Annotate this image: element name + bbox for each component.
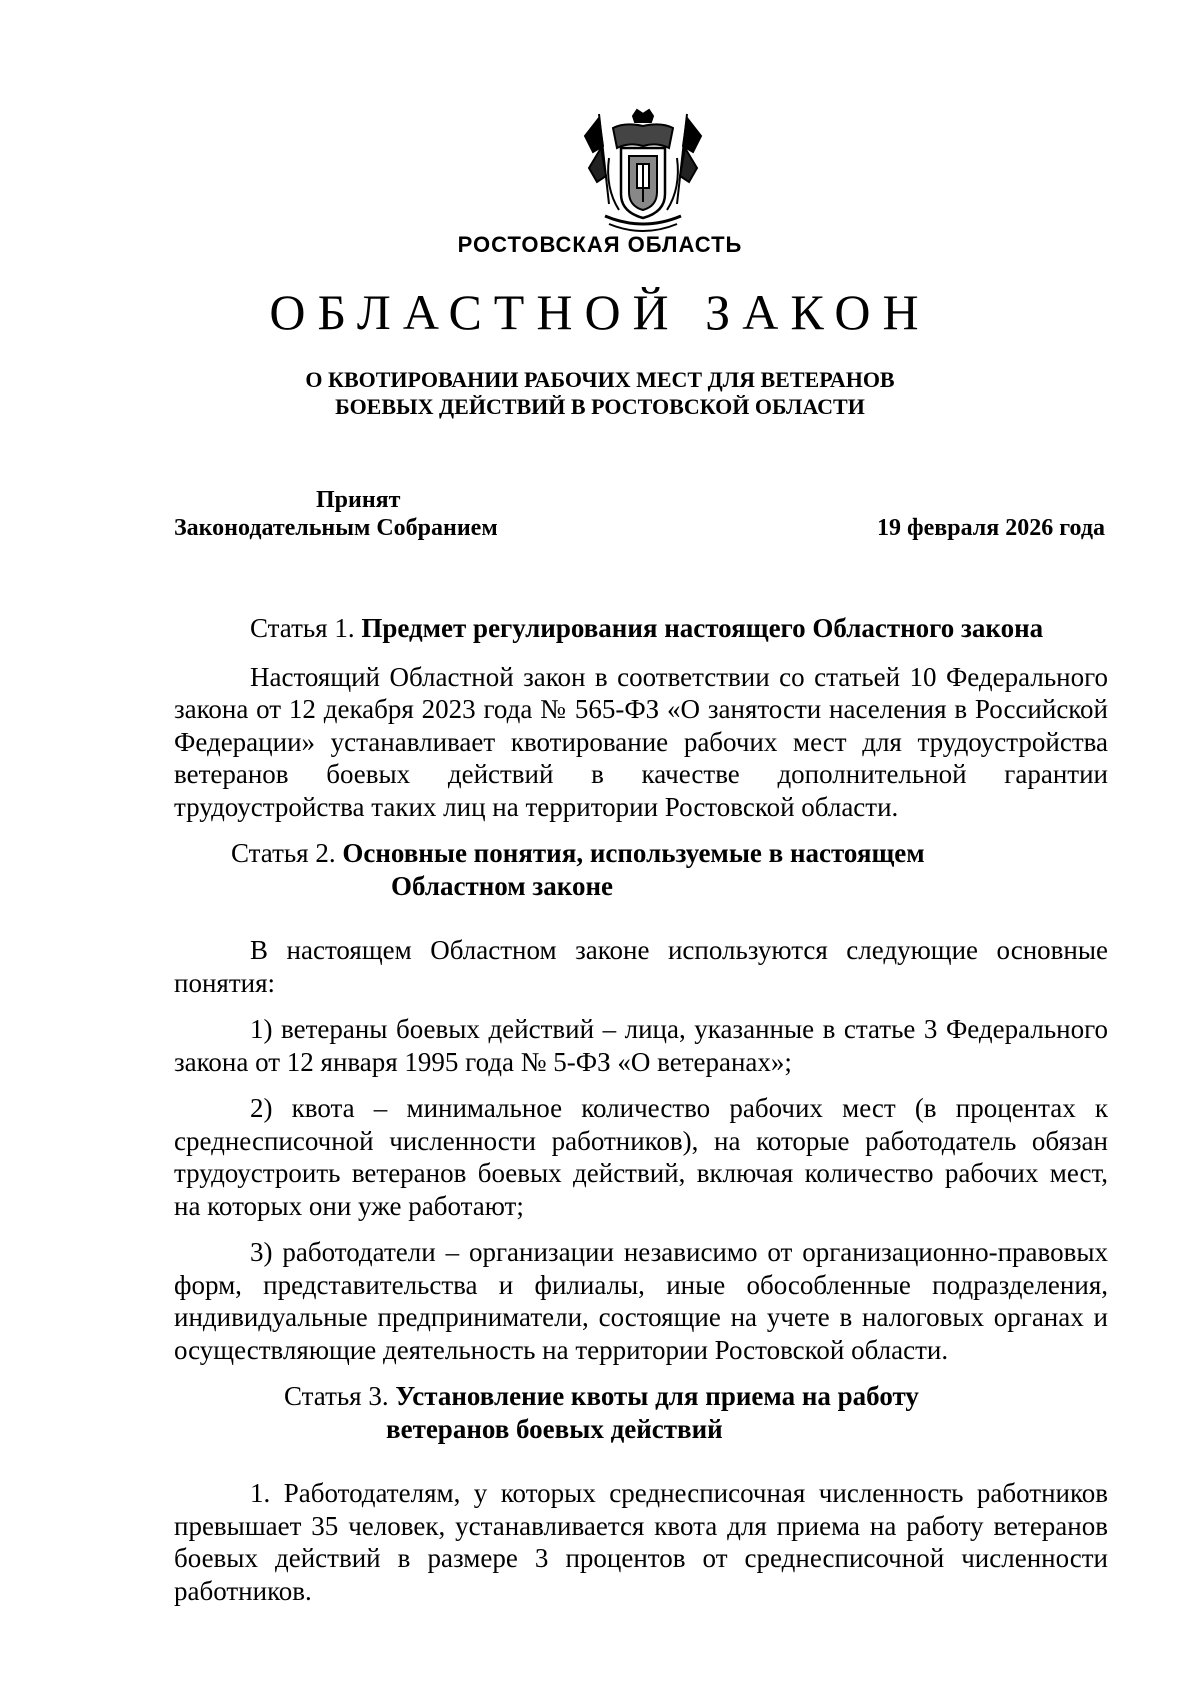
article-paragraph: Настоящий Областной закон в соответствии со статьей 10 Федерального закона от 12 декабря 2023 года № 565-ФЗ «О занятости населения в Российской Федерации» устанавливает квотирование рабочих мест для трудоустройства ветеранов боевых действий в качестве дополнительной гарантии трудоустройства таких лиц на территории Ростовской области. xyxy=(174,661,1108,822)
article-paragraph: 3) работодатели – организации независимо от организационно-правовых форм, представительства и филиалы, иные обособленные подразделения, индивидуальные предприниматели, состоящие на учете в налоговых органах и осуществляющие деятельность на территории Ростовской области. xyxy=(174,1237,1108,1365)
law-title-line-2: БОЕВЫХ ДЕЙСТВИЙ В РОСТОВСКОЙ ОБЛАСТИ xyxy=(335,394,865,419)
article-title-continuation: Областном законе xyxy=(391,870,613,901)
law-body xyxy=(174,612,1108,1621)
law-type-heading: ОБЛАСТНОЙ ЗАКОН xyxy=(269,284,931,340)
article-2-heading xyxy=(174,837,1108,902)
article-3-heading xyxy=(174,1380,1108,1445)
adoption-date: 19 февраля 2026 года xyxy=(877,515,1105,541)
adoption-line-2: Законодательным Собранием xyxy=(174,515,498,541)
article-label: Статья 3. xyxy=(284,1381,389,1411)
region-name: РОСТОВСКАЯ ОБЛАСТЬ xyxy=(457,232,743,257)
article-label: Статья 2. xyxy=(231,838,336,868)
adoption-line-1: Принят xyxy=(316,487,401,513)
coat-of-arms-icon xyxy=(579,108,707,238)
law-title-line-1: О КВОТИРОВАНИИ РАБОЧИХ МЕСТ ДЛЯ ВЕТЕРАНОВ xyxy=(305,367,895,392)
article-paragraph: 1. Работодателям, у которых среднесписочная численность работников превышает 35 человек, устанавливается квота для приема на работу ветеранов боевых действий в размере 3 процентов от среднесписочной численности работников. xyxy=(174,1478,1108,1606)
article-paragraph: 1) ветераны боевых действий – лица, указанные в статье 3 Федерального закона от 12 января 1995 года № 5-ФЗ «О ветеранах»; xyxy=(174,1014,1108,1077)
article-title: Основные понятия, используемые в настоящем xyxy=(342,838,925,868)
law-title xyxy=(200,366,1000,420)
adoption-block xyxy=(174,486,574,542)
article-1-heading xyxy=(174,612,1108,645)
article-title-continuation: ветеранов боевых действий xyxy=(386,1413,723,1444)
article-paragraph: 2) квота – минимальное количество рабочих мест (в процентах к среднесписочной численности работников), на которые работодатель обязан трудоустроить ветеранов боевых действий, включая количество рабочих мест, на которых они уже работают; xyxy=(174,1093,1108,1221)
article-label: Статья 1. xyxy=(250,613,355,643)
article-title: Установление квоты для приема на работу xyxy=(395,1381,919,1411)
article-title: Предмет регулирования настоящего Областного закона xyxy=(361,613,1044,643)
article-paragraph: В настоящем Областном законе используются следующие основные понятия: xyxy=(174,935,1108,998)
